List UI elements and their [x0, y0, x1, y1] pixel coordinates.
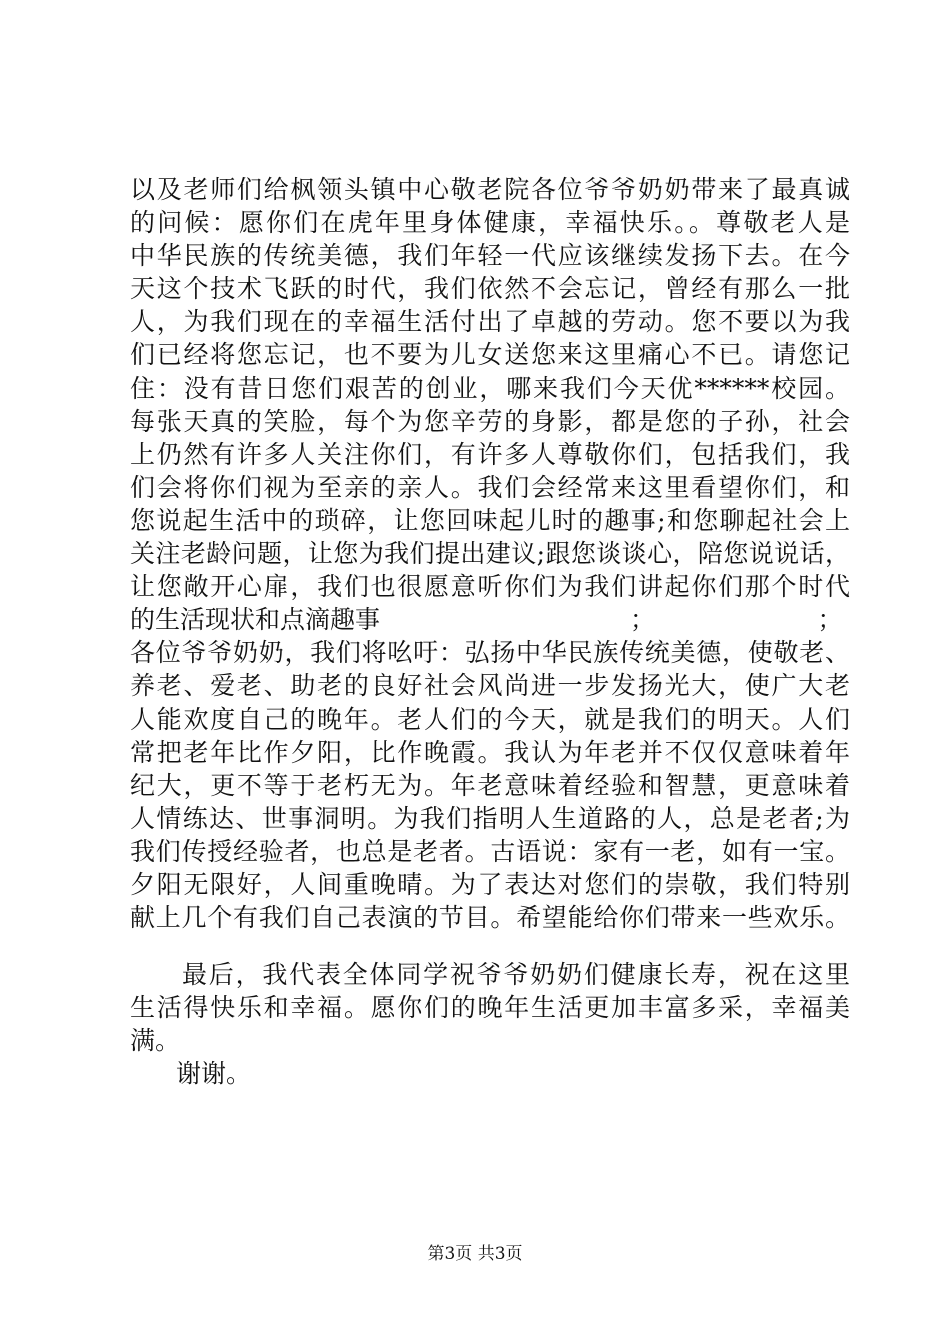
text-line: 中华民族的传统美德，我们年轻一代应该继续发扬下去。在今: [130, 241, 850, 271]
text-line: 以及老师们给枫领头镇中心敬老院各位爷爷奶奶带来了最真诚: [130, 175, 850, 204]
page-footer: 第3页 共3页: [427, 1244, 523, 1264]
text-line: 我们传授经验者，也总是老者。古语说：家有一老，如有一宝。: [130, 836, 850, 866]
text-line: 的问候：愿你们在虎年里身体健康，幸福快乐。。尊敬老人是: [130, 208, 850, 238]
text-line: 住：没有昔日您们艰苦的创业，哪来我们今天优******校园。: [130, 373, 850, 403]
paragraph-1: [130, 173, 850, 934]
text-line: 夕阳无限好，人间重晚晴。为了表达对您们的崇敬，我们特别: [130, 869, 850, 899]
text-line: 关注老龄问题，让您为我们提出建议;跟您谈谈心，陪您说说话，: [130, 539, 850, 569]
text-line: 人情练达、世事洞明。为我们指明人生道路的人，总是老者;为: [130, 803, 850, 833]
text-line: 献上几个有我们自己表演的节目。希望能给你们带来一些欢乐。: [130, 903, 850, 933]
text-line: 上仍然有许多人关注你们，有许多人尊敬你们，包括我们，我: [130, 439, 850, 469]
paragraph-gap: [130, 934, 850, 958]
text-line: 们会将你们视为至亲的亲人。我们会经常来这里看望你们，和: [130, 472, 850, 502]
text-line: 的生活现状和点滴趣事 ； ；: [130, 605, 843, 635]
text-line: 纪大，更不等于老朽无为。年老意味着经验和智慧，更意味着: [130, 770, 850, 800]
text-line: 生活得快乐和幸福。愿你们的晚年生活更加丰富多采，幸福美: [130, 993, 850, 1023]
text-line: 养老、爱老、助老的良好社会风尚进一步发扬光大，使广大老: [130, 671, 850, 701]
text-line: 各位爷爷奶奶，我们将吆吁：弘扬中华民族传统美德，使敬老、: [130, 638, 850, 668]
text-line: 满。: [130, 1026, 181, 1056]
text-line: 人，为我们现在的幸福生活付出了卓越的劳动。您不要以为我: [130, 307, 850, 337]
paragraph-2: [130, 958, 850, 1057]
text-line: 您说起生活中的琐碎，让您回味起儿时的趣事;和您聊起社会上: [130, 505, 850, 535]
text-line: 天这个技术飞跃的时代，我们依然不会忘记，曾经有那么一批: [130, 274, 850, 304]
closing-text: 谢谢。: [176, 1059, 252, 1089]
text-line: 每张天真的笑脸，每个为您辛劳的身影，都是您的子孙，社会: [130, 406, 850, 436]
text-line: 最后，我代表全体同学祝爷爷奶奶们健康长寿，祝在这里: [182, 960, 850, 990]
body-text: [130, 173, 850, 1091]
text-line: 们已经将您忘记，也不要为儿女送您来这里痛心不已。请您记: [130, 340, 850, 370]
text-line: 常把老年比作夕阳，比作晚霞。我认为年老并不仅仅意味着年: [130, 737, 850, 767]
text-line: 让您敞开心扉，我们也很愿意听你们为我们讲起你们那个时代: [130, 572, 850, 602]
text-line: 人能欢度自己的晚年。老人们的今天，就是我们的明天。人们: [130, 704, 850, 734]
